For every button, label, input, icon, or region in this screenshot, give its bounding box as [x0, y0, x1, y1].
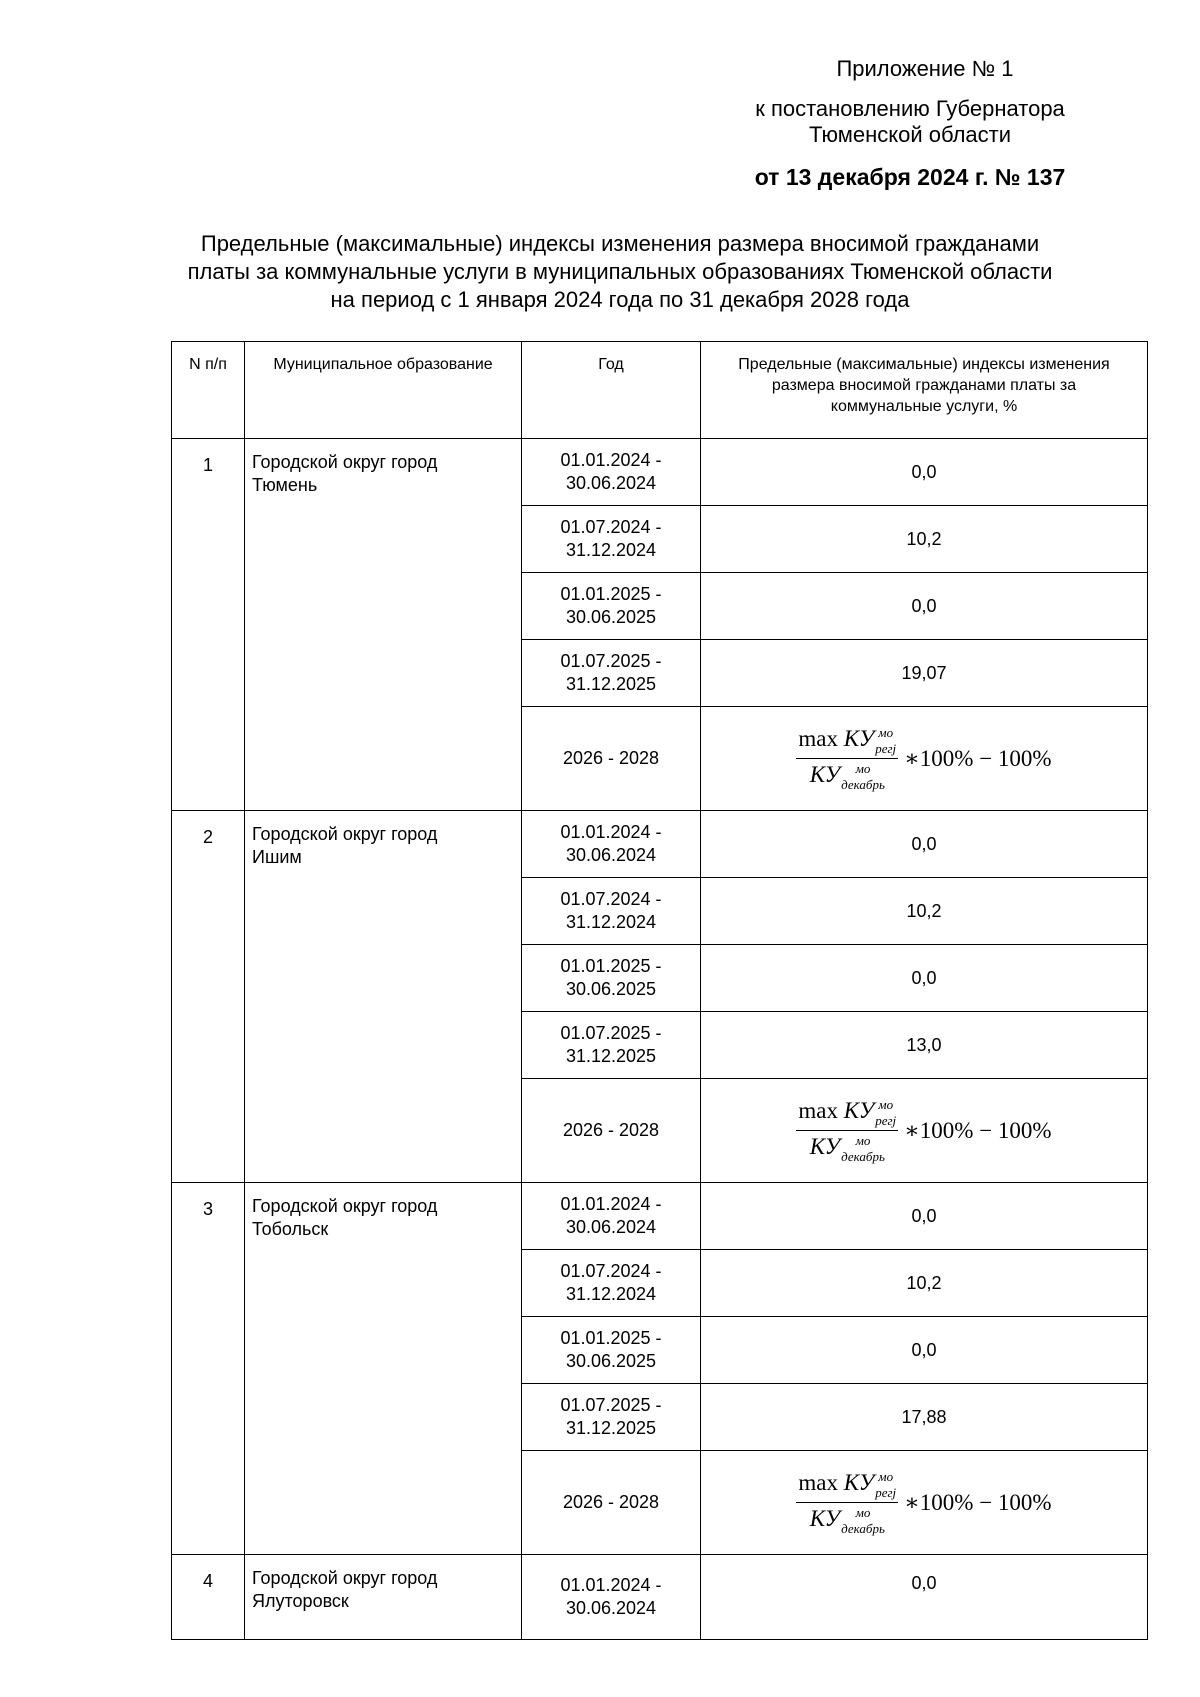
index-value: 10,2	[701, 878, 1148, 945]
ku-scripts	[841, 1504, 885, 1536]
formula-tail: ∗100% − 100%	[904, 745, 1052, 771]
period-from: 01.07.2024 -	[560, 889, 662, 909]
formula-denominator	[808, 1503, 887, 1535]
period-from: 01.01.2025 -	[560, 584, 662, 604]
formula-max: max	[798, 1470, 838, 1496]
period-cell	[522, 811, 701, 878]
table-body	[172, 439, 1148, 1640]
municipality-type: Городской округ город	[252, 452, 438, 472]
row-number: 4	[172, 1555, 245, 1640]
ku-scripts	[875, 1099, 896, 1127]
ku-superscript: мо	[878, 725, 894, 740]
period-from: 01.01.2024 -	[560, 1575, 662, 1595]
period-cell	[522, 1384, 701, 1451]
table-header-row	[172, 342, 1148, 439]
decree-date: от 13 декабря 2024 г. № 137	[754, 164, 1066, 190]
municipality-type: Городской округ город	[252, 1196, 438, 1216]
index-value: 0,0	[701, 1317, 1148, 1384]
ku-scripts	[875, 727, 896, 755]
index-value: 0,0	[701, 945, 1148, 1012]
municipality-cell	[245, 439, 522, 811]
period-from: 01.01.2024 -	[560, 822, 662, 842]
document-title	[130, 230, 1110, 314]
period-from: 01.01.2025 -	[560, 956, 662, 976]
period-from: 01.07.2024 -	[560, 1261, 662, 1281]
ku-subscript: декабрь	[841, 1148, 885, 1164]
ku-symbol: КУ	[809, 1506, 841, 1531]
table-row	[172, 811, 1148, 878]
period-to: 30.06.2025	[565, 607, 657, 627]
index-value: 0,0	[701, 1183, 1148, 1250]
municipality-name: Тюмень	[252, 475, 318, 495]
formula-tail: ∗100% − 100%	[904, 1117, 1052, 1143]
index-value: 10,2	[701, 1250, 1148, 1317]
ku-subscript: декабрь	[841, 776, 885, 792]
ku-subscript: регj	[875, 1113, 897, 1128]
ku-superscript: мо	[855, 760, 871, 776]
period-to: 30.06.2024	[565, 1598, 657, 1618]
header-municipality: Муниципальное образование	[245, 342, 522, 439]
period-to: 31.12.2025	[565, 1418, 657, 1438]
period-cell	[522, 1012, 701, 1079]
decree-reference	[700, 96, 1120, 148]
ku-term	[843, 725, 897, 756]
ku-symbol: КУ	[843, 726, 875, 752]
ku-symbol: КУ	[843, 1470, 875, 1496]
formula-denominator	[808, 1131, 887, 1163]
ku-scripts	[841, 1132, 885, 1164]
formula-cell	[701, 707, 1148, 811]
index-value: 0,0	[701, 439, 1148, 506]
ku-superscript: мо	[878, 1097, 894, 1112]
period-from: 01.07.2024 -	[560, 517, 662, 537]
municipality-type: Городской округ город	[252, 824, 438, 844]
period-to: 30.06.2025	[565, 1351, 657, 1371]
ku-superscript: мо	[878, 1469, 894, 1484]
period-cell	[522, 573, 701, 640]
index-value: 13,0	[701, 1012, 1148, 1079]
period-to: 30.06.2024	[565, 1217, 657, 1237]
formula-numerator	[796, 1470, 898, 1503]
ku-subscript: декабрь	[841, 1520, 885, 1536]
index-value: 0,0	[701, 573, 1148, 640]
period-cell	[522, 1183, 701, 1250]
ku-term	[809, 1504, 885, 1536]
row-number: 2	[172, 811, 245, 1183]
row-number: 3	[172, 1183, 245, 1555]
formula-numerator	[796, 1098, 898, 1131]
header-index	[701, 342, 1148, 439]
title-line1: Предельные (максимальные) индексы изменения размера вносимой гражданами	[200, 231, 1040, 256]
index-formula	[796, 1470, 1051, 1534]
decree-reference-line2: Тюменской области	[808, 122, 1012, 147]
formula-denominator	[808, 759, 887, 791]
ku-term	[843, 1097, 897, 1128]
formula-cell	[701, 1451, 1148, 1555]
index-formula	[796, 726, 1051, 790]
ku-subscript: регj	[875, 741, 897, 756]
formula-fraction	[796, 1098, 898, 1162]
ku-scripts	[875, 1471, 896, 1499]
period-from: 01.07.2025 -	[560, 1395, 662, 1415]
index-formula	[796, 1098, 1051, 1162]
ku-term	[809, 1132, 885, 1164]
index-value: 10,2	[701, 506, 1148, 573]
formula-max: max	[798, 1098, 838, 1124]
period-from: 01.01.2025 -	[560, 1328, 662, 1348]
title-line2: платы за коммунальные услуги в муниципальных образованиях Тюменской области	[187, 259, 1053, 284]
period-cell	[522, 439, 701, 506]
header-year: Год	[522, 342, 701, 439]
municipality-cell	[245, 1555, 522, 1640]
ku-symbol: КУ	[843, 1098, 875, 1124]
municipality-cell	[245, 1183, 522, 1555]
title-line3: на период с 1 января 2024 года по 31 декабря 2028 года	[330, 287, 910, 312]
table-row	[172, 1183, 1148, 1250]
period-to: 31.12.2024	[565, 912, 657, 932]
row-number: 1	[172, 439, 245, 811]
index-value: 0,0	[701, 1555, 1148, 1640]
formula-period: 2026 - 2028	[522, 1079, 701, 1183]
period-cell	[522, 878, 701, 945]
period-to: 30.06.2025	[565, 979, 657, 999]
formula-cell	[701, 1079, 1148, 1183]
ku-superscript: мо	[855, 1132, 871, 1148]
ku-symbol: КУ	[809, 1134, 841, 1159]
header-index-line2: размера вносимой гражданами платы за	[771, 377, 1077, 394]
index-table	[171, 341, 1148, 1640]
period-cell	[522, 1250, 701, 1317]
municipality-name: Тобольск	[252, 1219, 329, 1239]
header-index-line1: Предельные (максимальные) индексы изменения	[738, 356, 1110, 373]
period-cell	[522, 945, 701, 1012]
formula-period: 2026 - 2028	[522, 707, 701, 811]
formula-max: max	[798, 726, 838, 752]
decree-reference-line1: к постановлению Губернатора	[755, 96, 1065, 121]
period-from: 01.07.2025 -	[560, 651, 662, 671]
formula-fraction	[796, 1470, 898, 1534]
ku-superscript: мо	[855, 1504, 871, 1520]
header-num: N п/п	[172, 342, 245, 439]
period-from: 01.01.2024 -	[560, 450, 662, 470]
municipality-cell	[245, 811, 522, 1183]
formula-tail: ∗100% − 100%	[904, 1489, 1052, 1515]
municipality-name: Ялуторовск	[252, 1591, 349, 1611]
formula-numerator	[796, 726, 898, 759]
period-to: 31.12.2025	[565, 1046, 657, 1066]
period-to: 30.06.2024	[565, 845, 657, 865]
period-to: 30.06.2024	[565, 473, 657, 493]
period-to: 31.12.2024	[565, 540, 657, 560]
appendix-label: Приложение № 1	[836, 56, 1014, 81]
period-cell	[522, 1317, 701, 1384]
municipality-type: Городской округ город	[252, 1568, 438, 1588]
table-row	[172, 1555, 1148, 1640]
ku-term	[809, 760, 885, 792]
period-from: 01.07.2025 -	[560, 1023, 662, 1043]
period-cell	[522, 506, 701, 573]
ku-term	[843, 1469, 897, 1500]
header-index-line3: коммунальные услуги, %	[830, 398, 1018, 415]
period-to: 31.12.2025	[565, 674, 657, 694]
index-value: 0,0	[701, 811, 1148, 878]
ku-subscript: регj	[875, 1485, 897, 1500]
formula-period: 2026 - 2028	[522, 1451, 701, 1555]
period-to: 31.12.2024	[565, 1284, 657, 1304]
ku-scripts	[841, 760, 885, 792]
formula-fraction	[796, 726, 898, 790]
ku-symbol: КУ	[809, 762, 841, 787]
period-cell	[522, 1555, 701, 1640]
period-cell	[522, 640, 701, 707]
period-from: 01.01.2024 -	[560, 1194, 662, 1214]
table-row	[172, 439, 1148, 506]
index-value: 19,07	[701, 640, 1148, 707]
index-value: 17,88	[701, 1384, 1148, 1451]
municipality-name: Ишим	[252, 847, 302, 867]
